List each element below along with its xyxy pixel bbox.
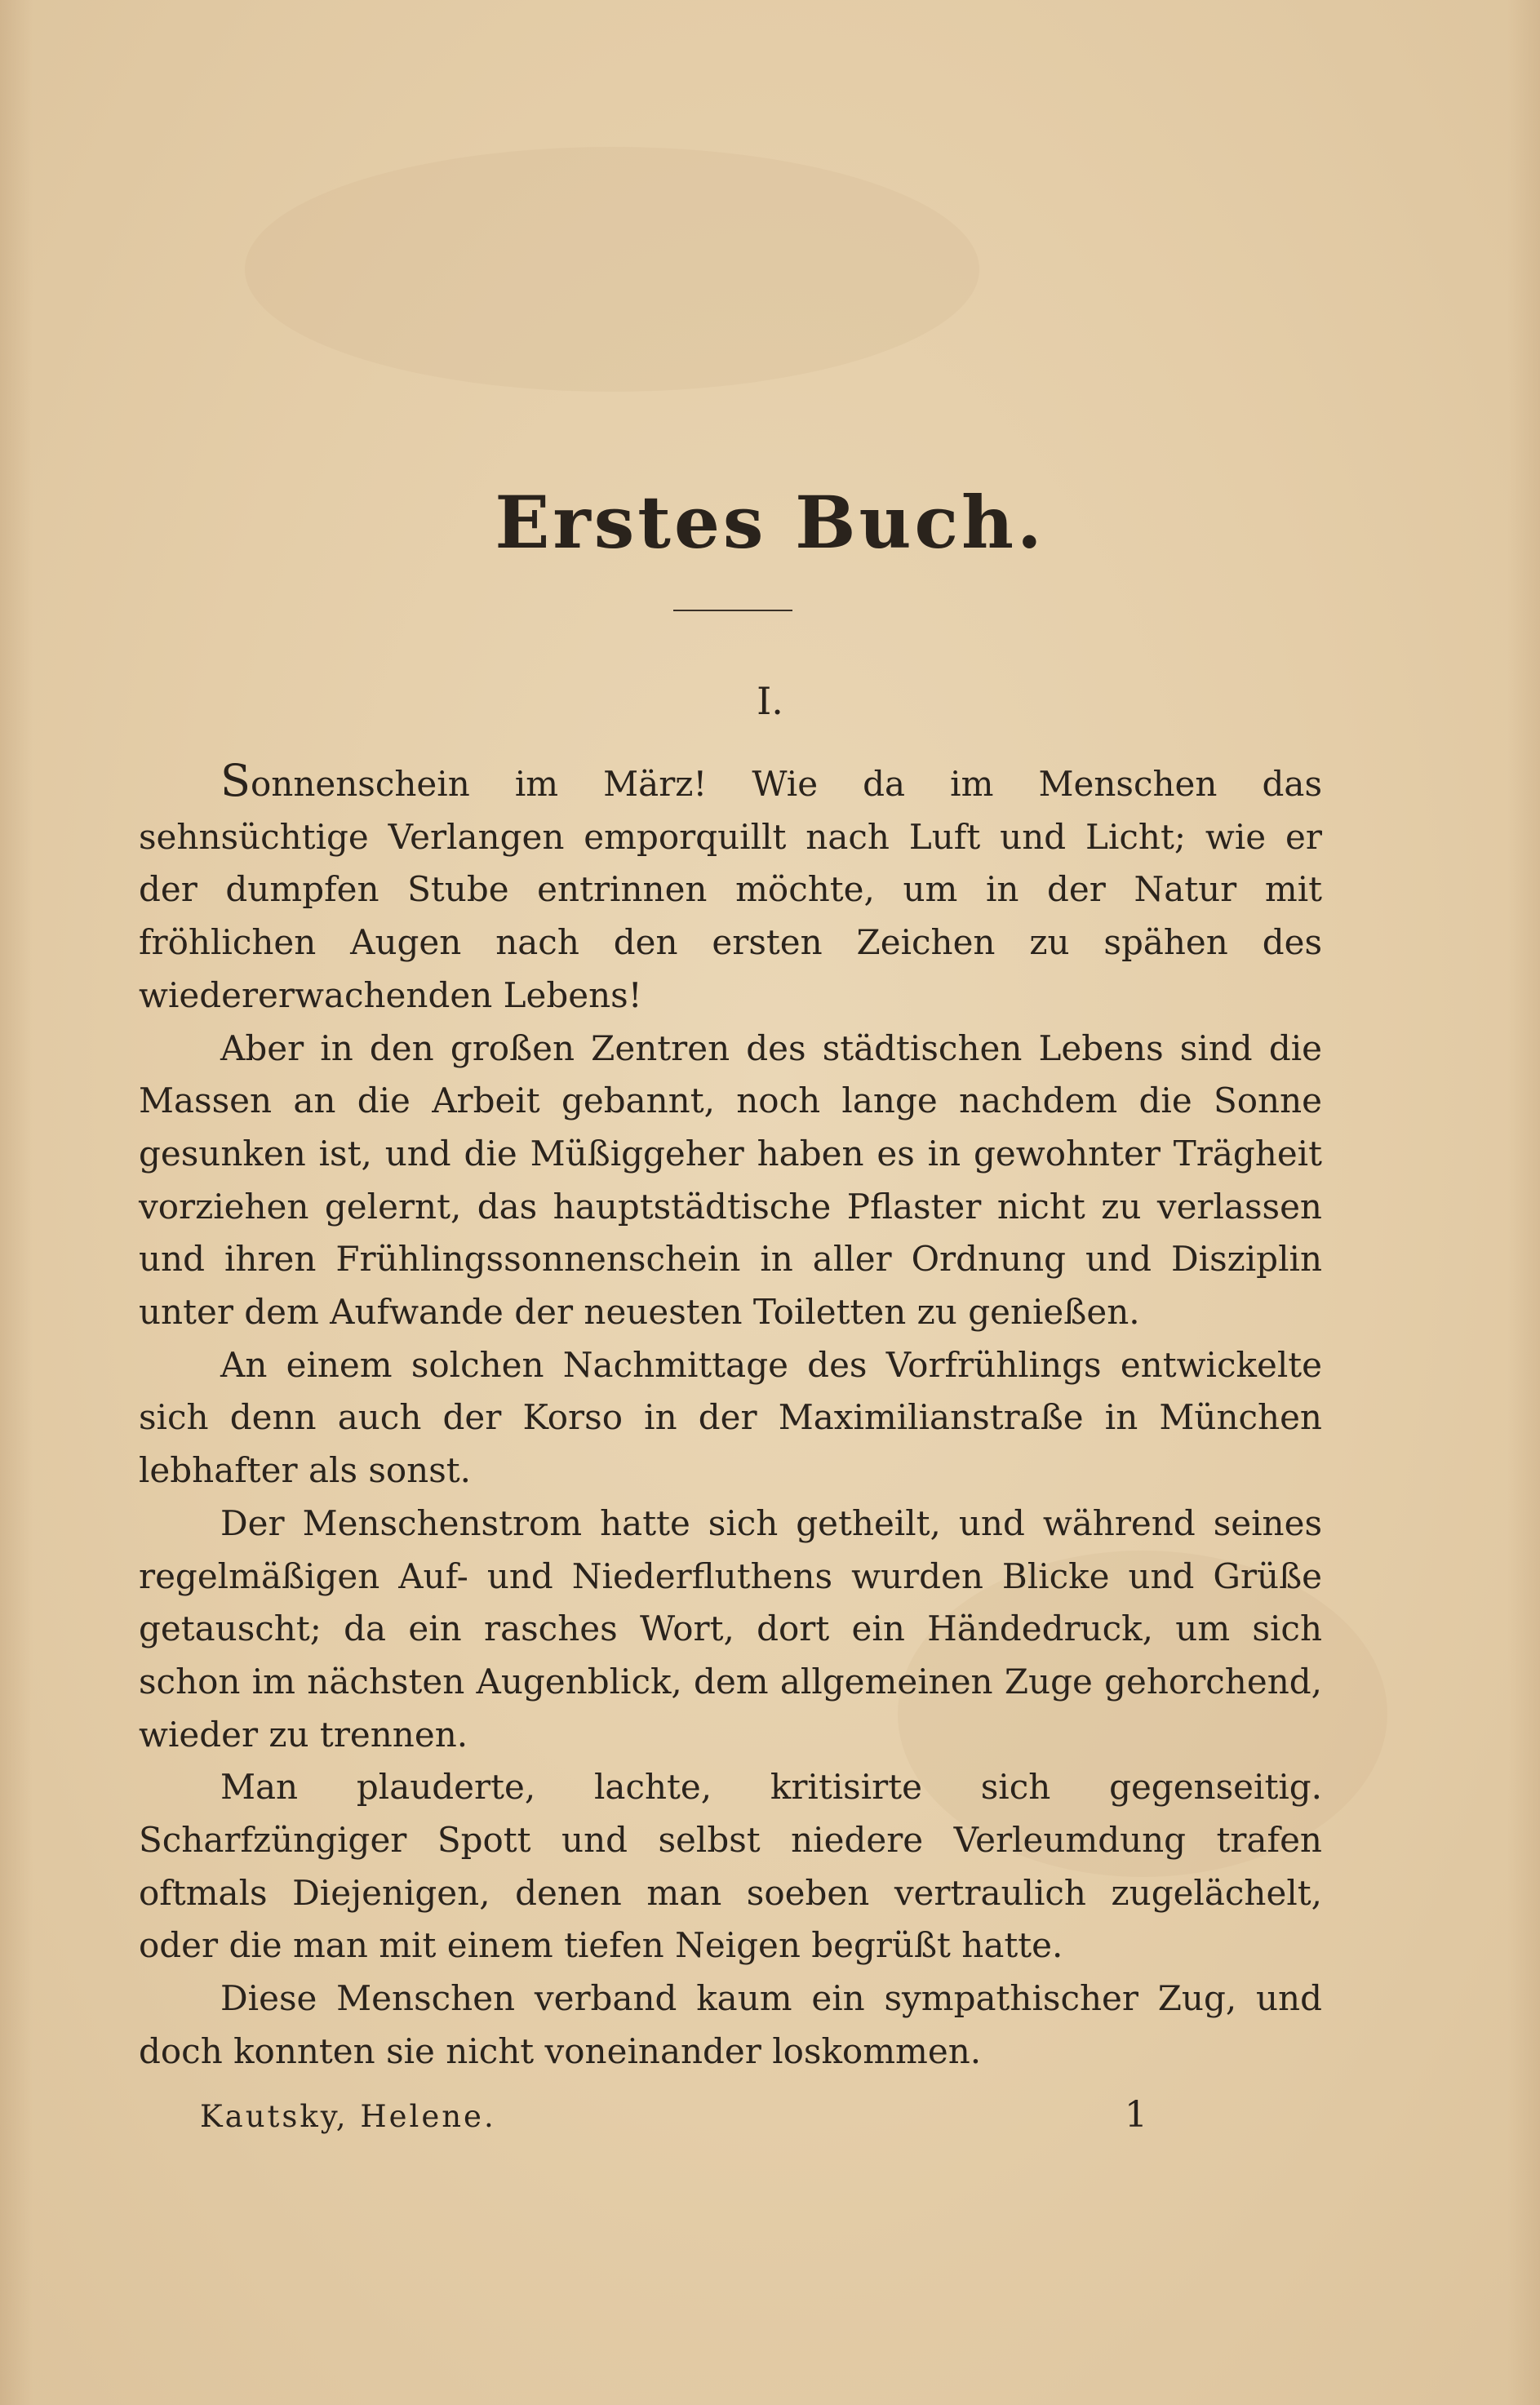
paragraph [139, 755, 1322, 1023]
paragraph: Diese Menschen verband kaum ein sympathischer Zug, und doch konnten sie nicht voneinander loskommen. [139, 1978, 1322, 2071]
chapter-body [139, 755, 1322, 2079]
paper-stain [245, 147, 979, 392]
paragraph: Der Menschenstrom hatte sich getheilt, und während seines regelmäßigen Auf- und Niederfluthens wurden Blicke und Grüße getauscht; da ein rasches Wort, dort ein Händedruck, um sich schon im nächsten Augenblick, dem allgemeinen Zuge gehorchend, wieder zu trennen. [139, 1502, 1322, 1755]
page-edge-shadow-right [1507, 0, 1540, 2405]
initial-letter: S [220, 755, 251, 806]
paragraph: Aber in den großen Zentren des städtischen Lebens sind die Massen an die Arbeit gebannt, noch lange nachdem die Sonne gesunken ist, und die Müßiggeher haben es in gewohnter Trägheit vorziehen gelernt, das hauptstädtische Pflaster nicht zu verlassen und ihren Frühlingssonnenschein in aller Ordnung und Disziplin unter dem Aufwande der neuesten Toiletten zu genießen. [139, 1027, 1322, 1333]
page-number: 1 [1125, 2094, 1147, 2136]
book-title: Erstes Buch. [495, 480, 1045, 565]
title-divider-rule [673, 610, 792, 611]
paragraph-text: onnenschein im März! Wie da im Menschen das sehnsüchtige Verlangen emporquillt nach Luft und Licht; wie er der dumpfen Stube entrinnen möchte, um in der Natur mit fröhlichen Augen nach den ersten Zeichen zu spähen des wiedererwachenden Lebens! [139, 764, 1322, 1015]
paragraph: Man plauderte, lachte, kritisirte sich gegenseitig. Scharfzüngiger Spott und selbst niedere Verleumdung trafen oftmals Diejenigen, denen man soeben vertraulich zugelächelt, oder die man mit einem tiefen Neigen begrüßt hatte. [139, 1767, 1322, 1966]
page-edge-shadow-left [0, 0, 33, 2405]
footer-author-signature: Kautsky, Helene. [200, 2099, 496, 2134]
chapter-number: I. [757, 679, 783, 723]
paragraph: An einem solchen Nachmittage des Vorfrühlings entwickelte sich denn auch der Korso in der Maximilianstraße in München lebhafter als sonst. [139, 1344, 1322, 1491]
